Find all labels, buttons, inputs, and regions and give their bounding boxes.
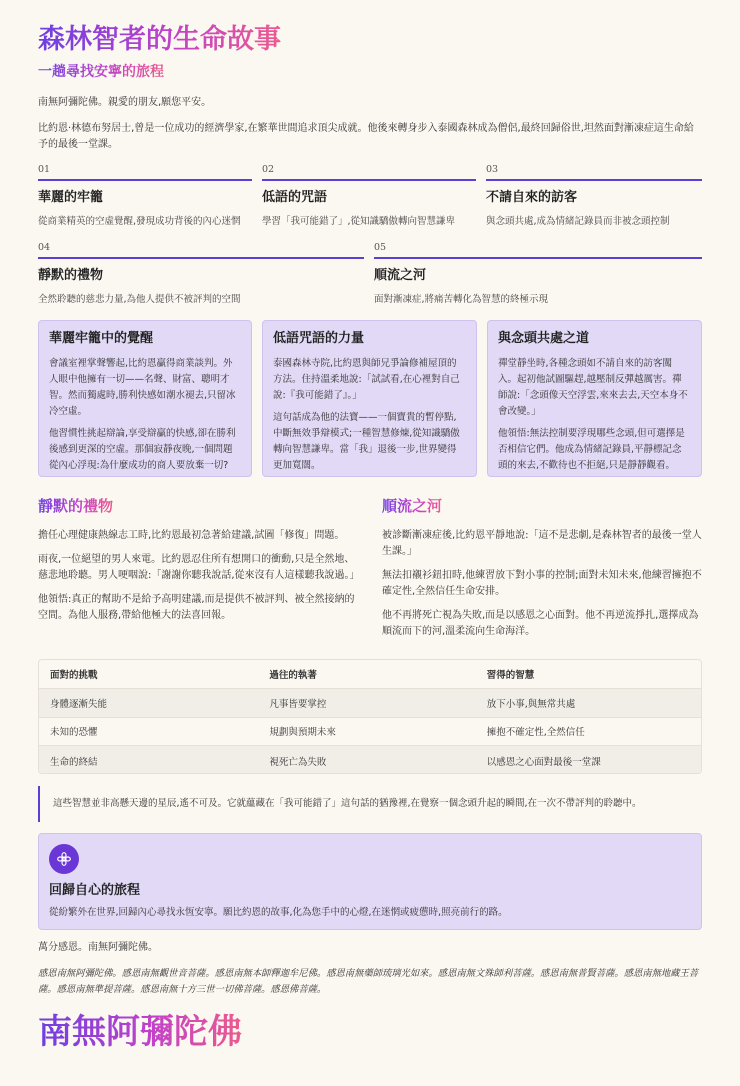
chapter-divider bbox=[374, 257, 702, 259]
chapter-04 bbox=[38, 241, 364, 306]
chapter-title: 順流之河 bbox=[374, 268, 427, 283]
lotus-icon bbox=[49, 844, 79, 874]
section-paragraph: 無法扣襯衫鈕扣時,他練習放下對小事的控制;面對未知未來,他練習擁抱不確定性,全然信任生命安排。 bbox=[382, 570, 702, 597]
table-cell: 以感恩之心面對最後一堂課 bbox=[486, 756, 601, 768]
blockquote bbox=[38, 786, 702, 822]
card-paragraph: 他習慣性挑起辯論,享受辯贏的快感,卻在勝利後感到更深的空虛。那個寂靜夜晚,一個問題從內心浮現:為什麼成功的商人要放棄一切? bbox=[49, 428, 236, 471]
table-cell: 規劃與預期未來 bbox=[269, 727, 336, 739]
section-title-silence: 靜默的禮物 bbox=[38, 497, 114, 515]
story-card-mantra bbox=[262, 320, 477, 477]
page-subtitle: 一趟尋找安寧的旅程 bbox=[38, 64, 164, 80]
river-section bbox=[382, 528, 702, 648]
chapter-number: 02 bbox=[262, 164, 275, 175]
story-card-thoughts bbox=[487, 320, 702, 477]
card-title: 低語咒語的力量 bbox=[273, 331, 365, 346]
chapter-description: 面對漸凍症,將痛苦轉化為智慧的終極示現 bbox=[374, 294, 549, 305]
section-paragraph: 他不再將死亡視為失敗,而是以感恩之心面對。他不再逆流掙扎,選擇成為順流而下的河,溫柔流向生命海洋。 bbox=[382, 610, 699, 637]
table-cell: 視死亡為失敗 bbox=[269, 756, 327, 768]
card-paragraph: 這句話成為他的法寶——一個寶貴的暫停點,中斷無效爭辯模式;一種智慧修煉,從知識驕傲轉向智慧謙卑。當「我」退後一步,世界變得更加寬闊。 bbox=[273, 412, 460, 471]
story-card-awakening bbox=[38, 320, 252, 477]
chapter-title: 華麗的牢籠 bbox=[38, 190, 104, 205]
return-description: 從紛繁外在世界,回歸內心尋找永恆安寧。願比約恩的故事,化為您手中的心燈,在迷惘或疲憊時,照亮前行的路。 bbox=[49, 907, 508, 918]
chapter-description: 全然聆聽的慈悲力量,為他人提供不被評判的空間 bbox=[38, 294, 241, 305]
table-cell: 凡事皆要掌控 bbox=[269, 698, 327, 710]
chapter-title: 靜默的禮物 bbox=[38, 268, 104, 283]
chapter-number: 05 bbox=[374, 242, 387, 253]
card-paragraph: 禪堂靜坐時,各種念頭如不請自來的訪客闖入。起初他試圖驅趕,越壓制反彈越厲害。禪師說:「念頭像天空浮雲,來來去去,天空本身不會改變。」 bbox=[498, 358, 688, 417]
chapter-title: 不請自來的訪客 bbox=[486, 190, 578, 205]
section-paragraph: 雨夜,一位絕望的男人來電。比約恩忍住所有想開口的衝動,只是全然地、慈悲地聆聽。男人哽咽說:「謝謝你聽我說話,從來沒有人這樣聽我說過。」 bbox=[38, 554, 360, 581]
greeting: 南無阿彌陀佛。親愛的朋友,願您平安。 bbox=[38, 97, 212, 108]
section-title-river: 順流之河 bbox=[382, 497, 443, 515]
table-cell: 生命的終結 bbox=[50, 756, 98, 768]
section-paragraph: 他領悟:真正的幫助不是給予高明建議,而是提供不被評判、被全然接納的空間。為他人服務,帶給他極大的法喜回報。 bbox=[38, 594, 355, 621]
closing-title: 南無阿彌陀佛 bbox=[38, 1008, 242, 1056]
card-paragraph: 泰國森林寺院,比約恩與師兄爭論修補屋頂的方法。住持溫柔地說:「試試看,在心裡對自己說:『我可能錯了』。」 bbox=[273, 358, 460, 401]
table-cell: 放下小事,與無常共處 bbox=[486, 698, 576, 710]
chapter-01 bbox=[38, 163, 252, 228]
section-paragraph: 擔任心理健康熱線志工時,比約恩最初急著給建議,試圖「修復」問題。 bbox=[38, 530, 345, 541]
table-header-row bbox=[39, 660, 701, 689]
thanks-line: 萬分感恩。南無阿彌陀佛。 bbox=[38, 942, 158, 953]
page-title: 森林智者的生命故事 bbox=[38, 22, 281, 58]
table-header: 過往的執著 bbox=[269, 669, 317, 681]
return-journey-box bbox=[38, 833, 702, 930]
table-row bbox=[39, 746, 701, 774]
chapter-divider bbox=[262, 179, 476, 181]
chapter-03 bbox=[486, 163, 702, 228]
table-cell: 未知的恐懼 bbox=[50, 727, 98, 739]
table-cell: 身體逐漸失能 bbox=[50, 698, 108, 710]
intro-paragraph: 比約恩·林德布努居士,曾是一位成功的經濟學家,在繁華世間追求頂尖成就。他後來轉身步入泰國森林成為僧侶,最終回歸俗世,坦然面對漸凍症這生命給予的最後一堂課。 bbox=[38, 123, 694, 150]
chapter-divider bbox=[38, 179, 252, 181]
chapter-number: 03 bbox=[486, 164, 499, 175]
chapter-number: 04 bbox=[38, 242, 51, 253]
chapter-description: 學習「我可能錯了」,從知識驕傲轉向智慧謙卑 bbox=[262, 216, 456, 227]
chapter-divider bbox=[38, 257, 364, 259]
chapter-title: 低語的咒語 bbox=[262, 190, 328, 205]
card-title: 與念頭共處之道 bbox=[498, 331, 590, 346]
table-header: 習得的智慧 bbox=[486, 669, 535, 681]
chapter-divider bbox=[486, 179, 702, 181]
section-paragraph: 被診斷漸凍症後,比約恩平靜地說:「這不是悲劇,是森林智者的最後一堂人生課。」 bbox=[382, 530, 702, 557]
chapter-number: 01 bbox=[38, 164, 51, 175]
table-cell: 擁抱不確定性,全然信任 bbox=[486, 727, 585, 739]
table-row bbox=[39, 689, 701, 718]
card-paragraph: 會議室裡掌聲響起,比約恩贏得商業談判。外人眼中他擁有一切——名聲、財富、聰明才智。然而獨處時,勝利快感如潮水褪去,只留冰冷空虛。 bbox=[49, 358, 236, 417]
chapter-05 bbox=[374, 241, 702, 306]
dedication-text: 感恩南無阿彌陀佛。感恩南無觀世音菩薩。感恩南無本師釋迦牟尼佛。感恩南無藥師琉璃光如來。感恩南無文殊師利菩薩。感恩南無普賢菩薩。感恩南無地藏王菩薩。感恩南無準提菩薩。感恩南無十方三世一切佛菩薩。感恩佛菩薩。 bbox=[38, 968, 699, 995]
card-paragraph: 他領悟:無法控制要浮現哪些念頭,但可選擇是否相信它們。他成為情緒記錄員,平靜標記念頭的來去,不歡待也不拒絕,只是靜靜觀看。 bbox=[498, 428, 685, 471]
silence-section bbox=[38, 528, 358, 632]
wisdom-table bbox=[38, 659, 702, 774]
chapter-description: 從商業精英的空虛覺醒,發現成功背後的內心迷惘 bbox=[38, 216, 241, 227]
quote-text: 這些智慧並非高懸天邊的星辰,遙不可及。它就蘊藏在「我可能錯了」這句話的猶豫裡,在覺察一個念頭升起的瞬間,在一次不帶評判的聆聽中。 bbox=[53, 798, 642, 809]
table-row bbox=[39, 718, 701, 747]
chapter-02 bbox=[262, 163, 476, 228]
return-title: 回歸自心的旅程 bbox=[49, 883, 141, 898]
table-header: 面對的挑戰 bbox=[50, 669, 98, 681]
chapter-description: 與念頭共處,成為情緒記錄員而非被念頭控制 bbox=[486, 216, 670, 227]
card-title: 華麗牢籠中的覺醒 bbox=[49, 331, 154, 346]
